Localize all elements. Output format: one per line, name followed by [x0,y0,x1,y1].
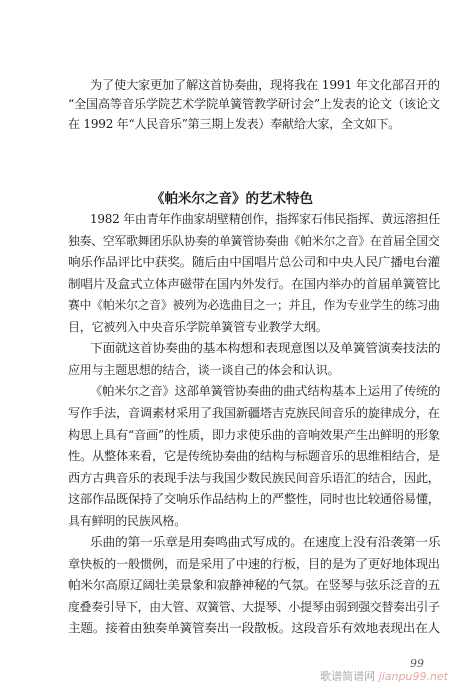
watermark [320,668,448,684]
body-line: 性。从整体来看，它是传统协奏曲的结构与标题音乐的思维相结合，是 [68,449,440,464]
body-line: 乐曲的第一乐章是用奏鸣曲式写成的。在速度上没有沿袭第一乐 [90,535,441,550]
body-line: 下面就这首协奏曲的基本构想和表现意图以及单簧管演奏技法的 [90,341,441,356]
body-line: 帕米尔高原辽阔壮美景象和寂静神秘的气氛。在竖琴与弦乐泛音的五 [68,578,441,593]
body-line: 独奏、空军歌舞团乐队协奏的单簧管协奏曲《帕米尔之音》在首届全国交 [68,233,440,248]
body-line: 章快板的一般惯例，而是采用了中速的行板，目的是为了更好地体现出 [68,556,440,571]
body-line: 响乐作品评比中获奖。随后由中国唱片总公司和中央人民广播电台灌 [68,255,441,270]
body-line: 赛中《帕米尔之音》被列为必选曲目之一；并且，作为专业学生的练习曲 [68,298,440,313]
body-line: 《帕米尔之音》这部单簧管协奏曲的曲式结构基本上运用了传统的 [90,384,441,399]
body-line: 构思上具有“音画”的性质，即力求使乐曲的音响效果产生出鲜明的形象 [68,427,440,442]
body-line: 制唱片及盒式立体声磁带在国内外发行。在国内举办的首届单簧管比 [68,276,441,291]
body-line: 西方古典音乐的表现手法与我国少数民族民间音乐语汇的结合，因此， [68,470,440,485]
body-line: 具有鲜明的民族风格。 [68,513,187,528]
body-line: 这部作品既保持了交响乐作品结构上的严整性，同时也比较通俗易懂， [68,492,440,507]
body-line: 应用与主题思想的结合，谈一谈自己的体会和认识。 [68,362,340,377]
body-line: 目，它被列入中央音乐学院单簧管专业教学大纲。 [68,319,328,334]
intro-line: “全国高等音乐学院艺术学院单簧管教学研讨会”上发表的论文（该论文 [68,97,440,112]
intro-line: 在 1992 年“人民音乐”第三期上发表）奉献给大家，全文如下。 [68,116,401,131]
watermark-site-name: 歌谱简谱网 [320,670,376,683]
watermark-url: jianpu99.net [378,670,448,683]
body-line: 主题。接着由独奏单簧管奏出一段散板。这段音乐有效地表现出在人 [68,621,441,636]
body-line: 1982 年由青年作曲家胡壁精创作，指挥家石伟民指挥、黄远溶担任 [90,212,440,226]
section-title: 《帕米尔之音》的艺术特色 [151,191,313,207]
body-line: 写作手法，音调素材采用了我国新疆塔吉克族民间音乐的旋律成分，在 [68,405,440,420]
intro-line: 为了使大家更加了解这首协奏曲，现将我在 1991 年文化部召开的 [90,78,440,92]
body-line: 度叠奏引导下，由大管、双簧管、大提琴、小提琴由弱到强交替奏出引子 [68,599,440,614]
page-number: 99 [410,657,424,670]
